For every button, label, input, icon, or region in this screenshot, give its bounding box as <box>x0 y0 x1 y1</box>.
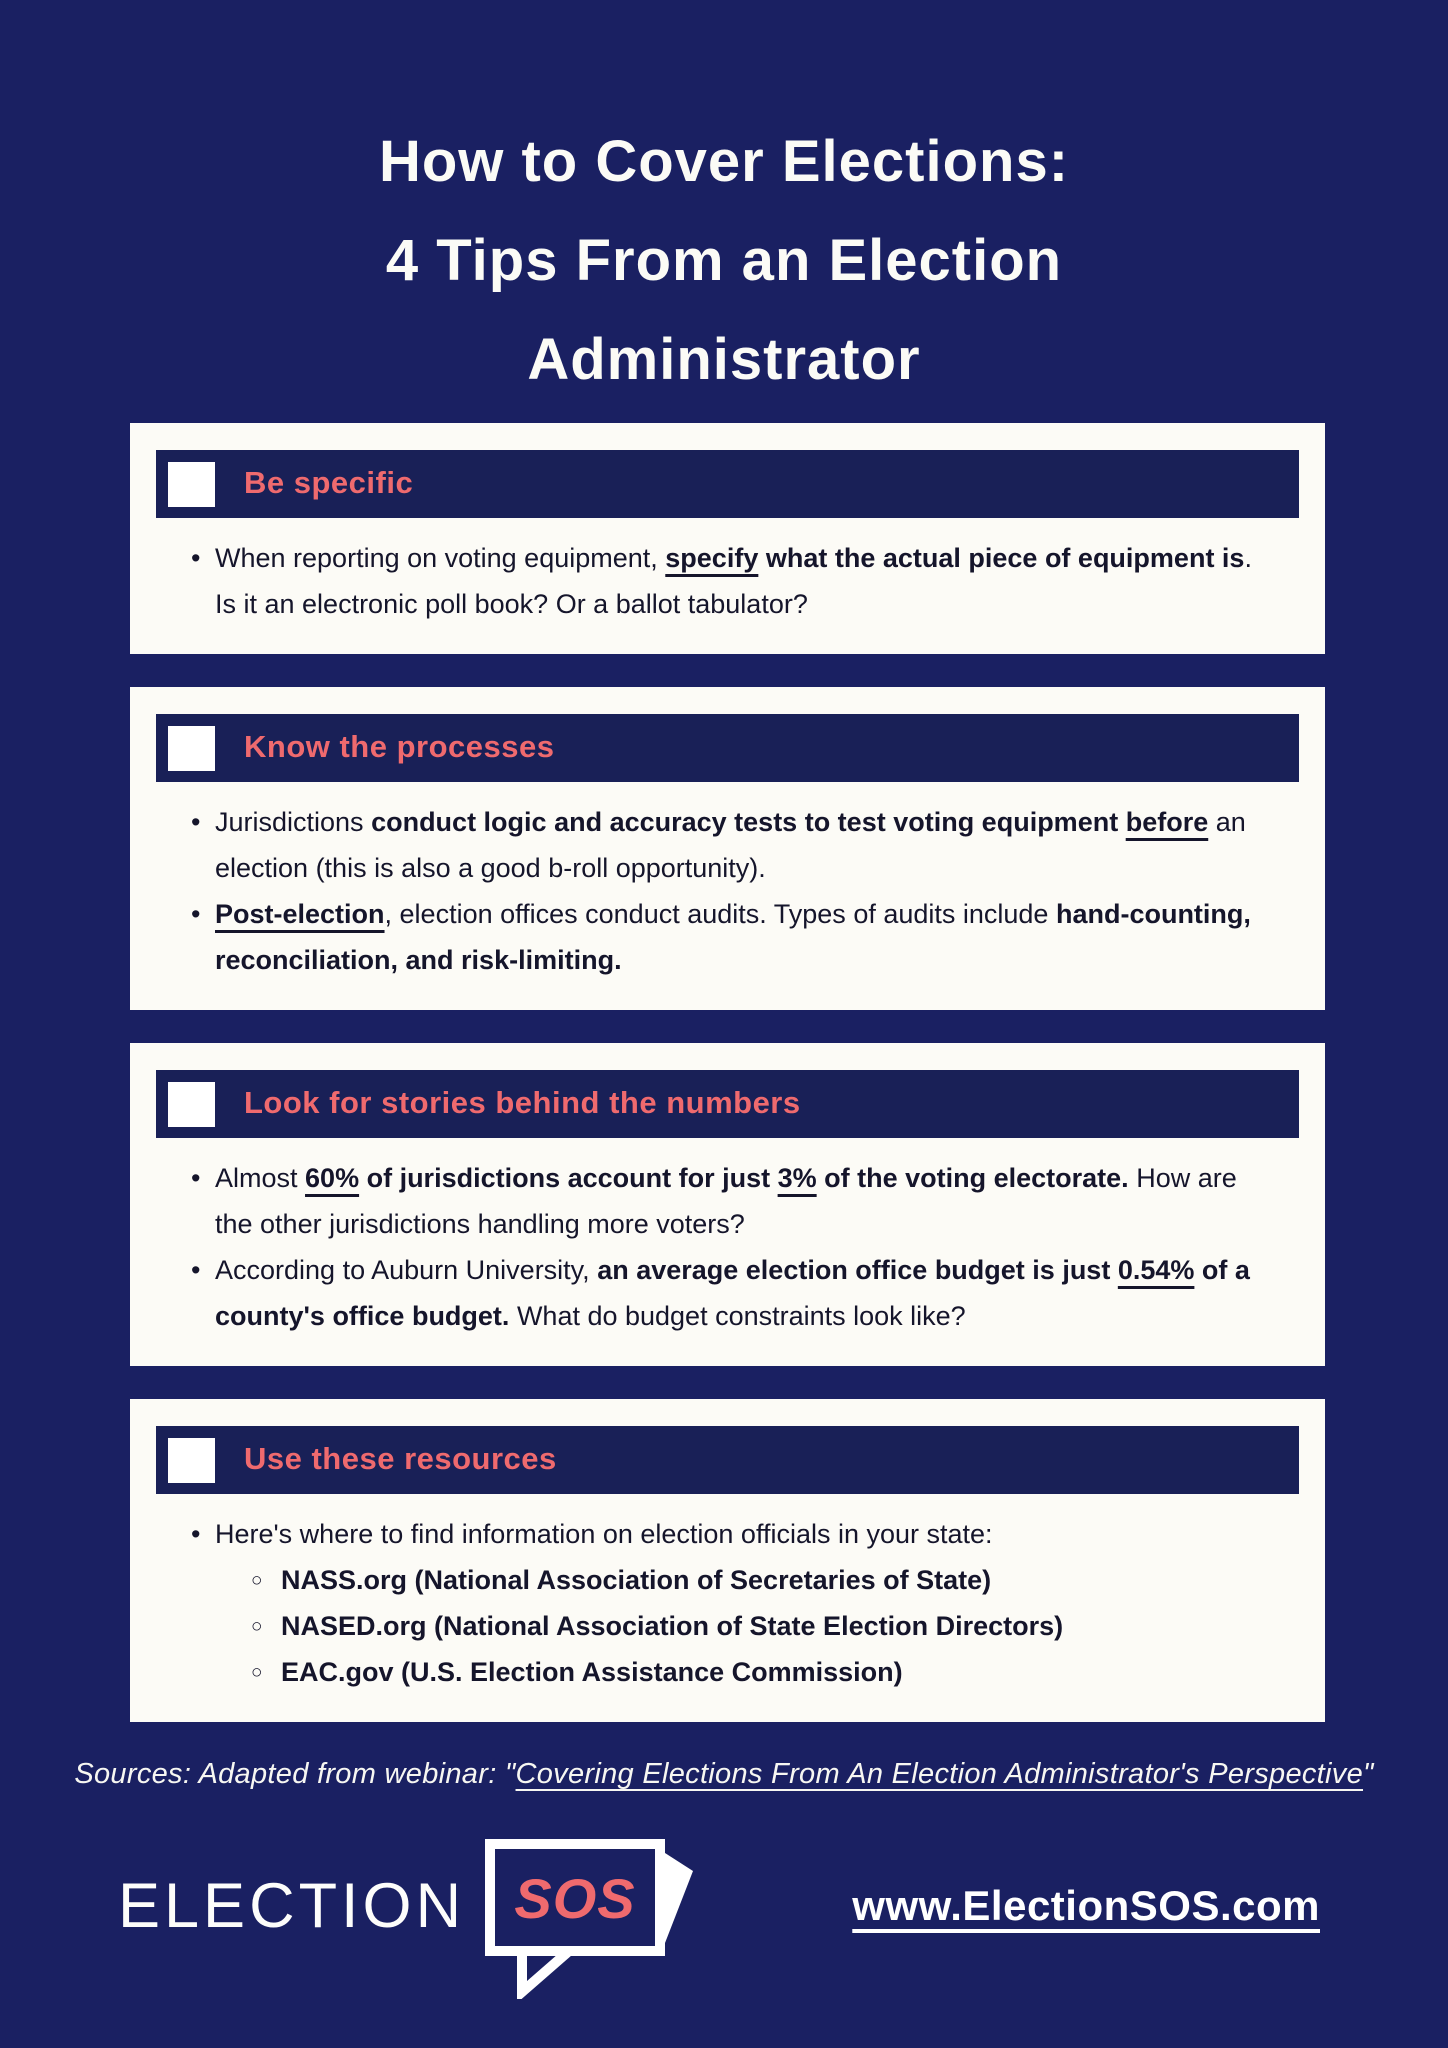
webinar-link[interactable]: Covering Elections From An Election Administrator's Perspective <box>515 1758 1364 1790</box>
text-segment: NASED.org (National Association of State Election Directors) <box>281 1611 1064 1641</box>
text-segment: " <box>1363 1758 1374 1790</box>
tip-card-body <box>189 1155 1271 1339</box>
checkbox-icon <box>168 462 215 507</box>
page-title-line: How to Cover Elections: <box>378 129 1070 194</box>
text-segment: of the voting electorate. <box>816 1163 1129 1193</box>
tip-card-title: Be specific <box>244 464 414 500</box>
cards-container <box>130 423 1325 1722</box>
text-segment: conduct logic and accuracy tests to test voting equipment <box>371 807 1126 837</box>
text-segment: Sources: Adapted from webinar: " <box>74 1758 516 1790</box>
text-segment: Jurisdictions <box>215 807 372 837</box>
text-segment: According to Auburn University, <box>215 1255 598 1285</box>
page-title-line: 4 Tips From an Election <box>385 228 1063 293</box>
tip-card-body <box>189 799 1271 983</box>
text-segment: . Is it an electronic poll book? Or a ballot tabulator? <box>215 543 1252 619</box>
tip-card-title: Look for stories behind the numbers <box>244 1084 801 1120</box>
footer <box>118 1839 1320 1999</box>
bullet-item <box>189 1511 1271 1557</box>
page-title <box>0 0 1448 409</box>
sub-bullet-item <box>251 1603 1271 1649</box>
checkbox-icon <box>168 726 215 771</box>
bullet-item <box>189 891 1271 983</box>
website-link[interactable]: www.ElectionSOS.com <box>852 1882 1320 1929</box>
checkbox-icon <box>168 1082 215 1127</box>
text-segment: specify <box>665 543 759 573</box>
text-segment: EAC.gov (U.S. Election Assistance Commission) <box>281 1657 903 1687</box>
logo-election-text: ELECTION <box>118 1871 466 1941</box>
text-segment: , election offices conduct audits. Types of audits include <box>384 899 1056 929</box>
text-segment <box>758 543 766 573</box>
logo-sos-text: SOS <box>514 1867 636 1930</box>
text-segment: an election (this is also a good b-roll opportunity). <box>215 807 1246 883</box>
text-segment: What do budget constraints look like? <box>509 1301 966 1331</box>
text-segment: 0.54% <box>1117 1255 1195 1285</box>
tip-card <box>130 1043 1325 1366</box>
page-title-line: Administrator <box>527 327 921 392</box>
tip-card-title: Use these resources <box>244 1440 557 1476</box>
text-segment: 3% <box>777 1163 817 1193</box>
text-segment: of a county's office budget. <box>215 1255 1250 1331</box>
bullet-item <box>189 799 1271 891</box>
text-segment: How are the other jurisdictions handling more voters? <box>215 1163 1237 1239</box>
tip-card <box>130 423 1325 654</box>
tip-card-title: Know the processes <box>244 728 555 764</box>
text-segment: an average election office budget is just <box>597 1255 1118 1285</box>
bullet-item <box>189 1155 1271 1247</box>
sub-bullet-item <box>251 1649 1271 1695</box>
checkbox-icon <box>168 1438 215 1483</box>
text-segment: 60% <box>305 1163 360 1193</box>
bullet-item <box>189 1247 1271 1339</box>
tip-card <box>130 687 1325 1010</box>
text-segment: Almost <box>215 1163 306 1193</box>
tip-card-body <box>189 1511 1271 1695</box>
text-segment: hand-counting, reconciliation, and risk-limiting. <box>215 899 1251 975</box>
tip-card-header <box>156 1070 1299 1138</box>
bullet-item <box>189 535 1271 627</box>
text-segment: of jurisdictions account for just <box>359 1163 778 1193</box>
text-segment: Post-election <box>215 899 385 929</box>
tip-card-header <box>156 1426 1299 1494</box>
speech-bubble-icon <box>485 1839 697 1999</box>
text-segment: NASS.org (National Association of Secretaries of State) <box>281 1565 992 1595</box>
text-segment: before <box>1125 807 1209 837</box>
tip-card-header <box>156 450 1299 518</box>
text-segment: When reporting on voting equipment, <box>215 543 666 573</box>
text-segment: what the actual piece of equipment is <box>765 543 1245 573</box>
text-segment: Here's where to find information on election officials in your state: <box>215 1519 993 1549</box>
tip-card-header <box>156 714 1299 782</box>
electionsos-logo <box>118 1839 697 1999</box>
tip-card <box>130 1399 1325 1722</box>
sources-note <box>0 1758 1448 1791</box>
sub-bullet-item <box>251 1557 1271 1603</box>
tip-card-body <box>189 535 1271 627</box>
